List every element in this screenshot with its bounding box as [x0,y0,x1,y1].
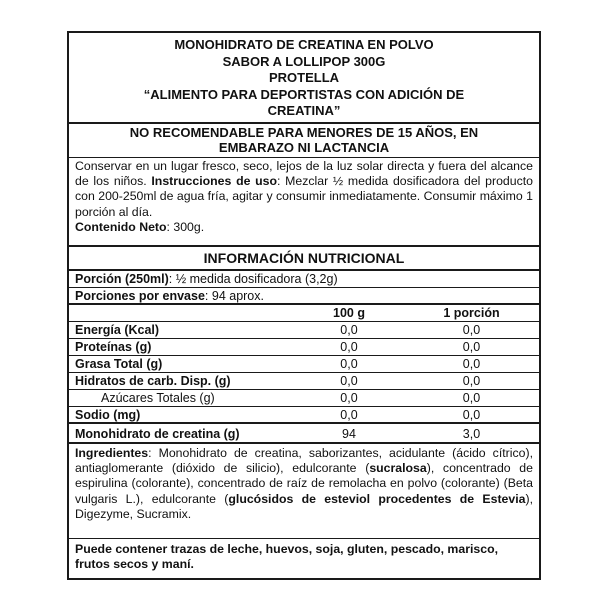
column-header-row [69,305,539,322]
storage-instructions [69,158,539,247]
nutrient-row-energy [69,322,539,339]
nutrient-row-fat [69,356,539,373]
portion-label: Porción (250ml) [75,272,169,286]
nutrient-row-sugars [69,390,539,407]
nutrient-value-100g: 94 [342,427,356,441]
ingredients-text-1: : Monohidrato de creatina, saborizantes, acidulante (ácido cítrico), antiaglomerante (dióxido de silicio), edulcorante ( [75,446,533,476]
product-category-line-1: “ALIMENTO PARA DEPORTISTAS CON ADICIÓN DE [143,86,465,102]
nutrient-value-portion: 0,0 [462,408,481,422]
nutrient-name: Azúcares Totales (g) [101,391,215,405]
nutrient-value-100g: 0,0 [340,374,358,388]
nutrient-row-protein [69,339,539,356]
allergen-warning: Puede contener trazas de leche, huevos, soja, gluten, pescado, marisco, frutos secos y maní. [75,542,499,572]
nutrient-name: Grasa Total (g) [75,357,163,371]
ingredients-section [69,444,539,539]
portion-value: : ½ medida dosificadora (3,2g) [168,272,338,286]
portion-row [69,271,539,288]
net-content-label: Contenido Neto [75,219,167,234]
nutrient-row-sodium [69,407,539,424]
instructions-text: : Mezclar ½ medida dosificadora del producto con 200-250ml de agua fría, agitar y consumir inmediatamente. Consumir máximo 1 porción al día. [75,174,533,219]
product-header [69,33,539,124]
nutrient-value-portion: 0,0 [462,374,481,388]
nutrient-value-portion: 3,0 [462,427,481,441]
nutrient-value-100g: 0,0 [340,323,358,337]
servings-label: Porciones por envase [75,289,205,303]
nutrient-value-100g: 0,0 [340,340,358,354]
instructions-label: Instrucciones de uso [151,174,278,189]
servings-row [69,288,539,305]
nutrient-row-creatine [69,424,539,444]
warning-line-2: EMBARAZO NI LACTANCIA [218,140,390,155]
nutrient-name: Monohidrato de creatina (g) [75,427,240,441]
nutrient-value-100g: 0,0 [340,391,358,405]
column-100g: 100 g [333,306,365,320]
nutrient-value-portion: 0,0 [462,323,481,337]
age-warning [69,124,539,158]
nutrition-label [67,31,541,580]
nutrition-title: INFORMACIÓN NUTRICIONAL [69,247,539,271]
nutrient-row-carbs [69,373,539,390]
servings-value: : 94 aprox. [204,289,264,303]
ingredients-text-3: ), Digezyme, Sucramix. [75,491,534,521]
net-content-value: : 300g. [166,219,205,234]
ingredients-text-2: ), concentrado de espirulina (colorante), concentrado de raíz de remolacha en polvo (colorante) (Beta vulgaris L.), edulcorante ( [75,461,533,506]
ingredients-bold-2: glucósidos de esteviol procedentes de Estevia [228,491,526,506]
nutrient-value-100g: 0,0 [340,357,358,371]
nutrient-value-portion: 0,0 [462,340,481,354]
nutrient-name: Sodio (mg) [75,408,141,422]
nutrient-value-portion: 0,0 [462,391,481,405]
product-category-line-2: CREATINA” [267,103,341,118]
brand-name: PROTELLA [268,70,340,85]
nutrient-value-100g: 0,0 [340,408,358,422]
warning-line-1: NO RECOMENDABLE PARA MENORES DE 15 AÑOS, EN [129,125,479,140]
storage-text: Conservar en un lugar fresco, seco, lejos de la luz solar directa y fuera del alcance de los niños. [75,159,533,189]
ingredients-label: Ingredientes [75,446,149,460]
nutrient-name: Hidratos de carb. Disp. (g) [75,374,231,388]
product-name-line-1: MONOHIDRATO DE CREATINA EN POLVO [174,37,434,52]
nutrient-value-portion: 0,0 [462,357,481,371]
ingredients-bold-1: sucralosa [369,461,427,476]
column-portion: 1 porción [443,306,500,320]
nutrient-name: Proteínas (g) [75,340,152,354]
product-name-line-2: SABOR A LOLLIPOP 300G [222,53,386,69]
nutrient-name: Energía (Kcal) [75,323,160,337]
